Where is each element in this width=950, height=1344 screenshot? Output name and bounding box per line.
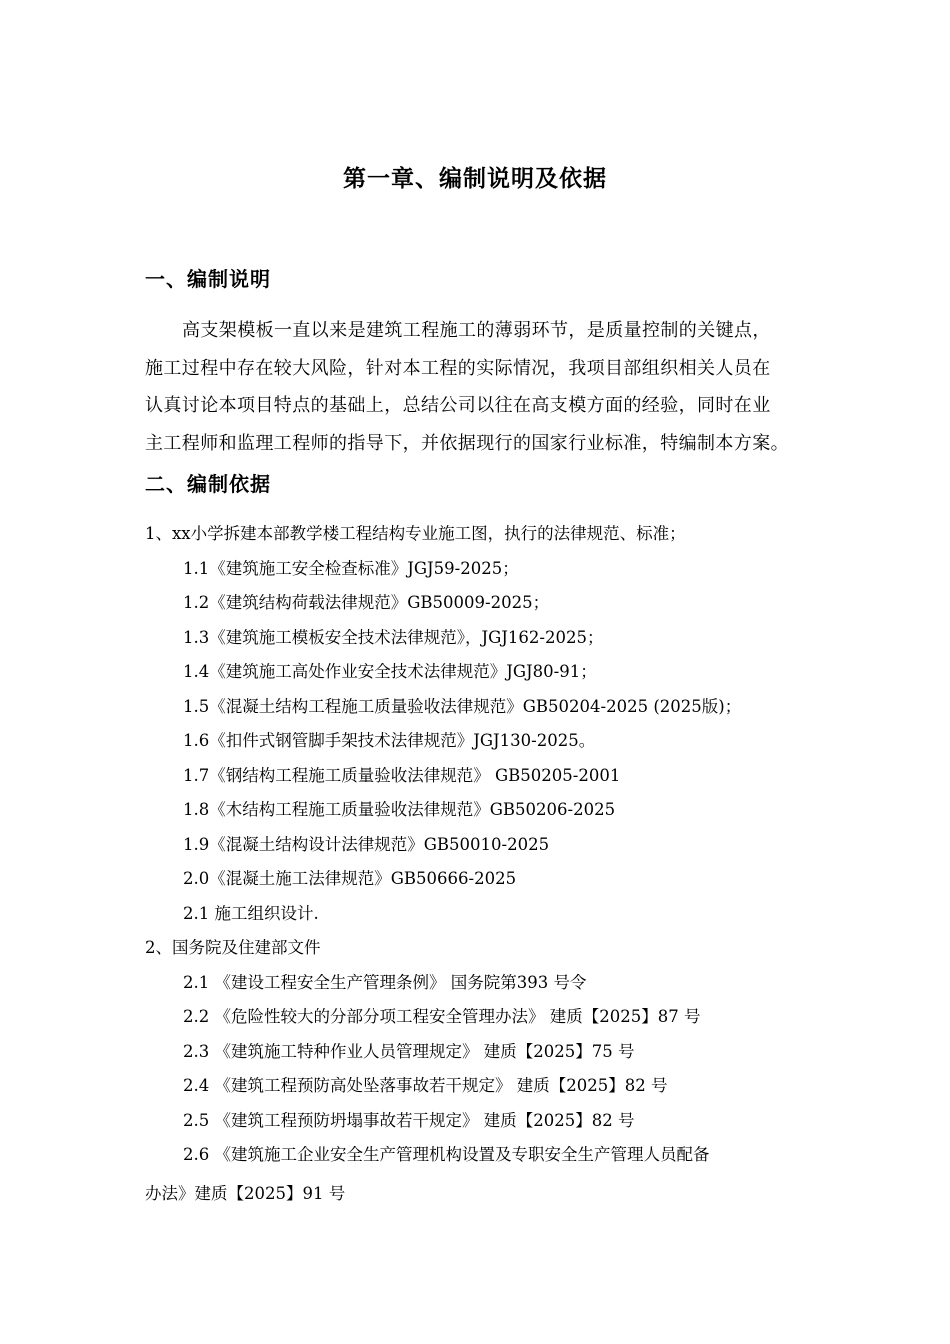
regulation-list-item: 2.3 《建筑施工特种作业人员管理规定》 建质【2025】75 号 bbox=[183, 1042, 635, 1061]
regulation-list-item: 2.4 《建筑工程预防高处坠落事故若干规定》 建质【2025】82 号 bbox=[183, 1076, 668, 1095]
regulation-list-item-continuation: 办法》建质【2025】91 号 bbox=[145, 1184, 346, 1203]
basis-list-item: 1.8《木结构工程施工质量验收法律规范》GB50206-2025 bbox=[183, 800, 616, 819]
basis-list-item: 2.0《混凝土施工法律规范》GB50666-2025 bbox=[183, 869, 517, 888]
regulation-list-item: 2.1 《建设工程安全生产管理条例》 国务院第393 号令 bbox=[183, 973, 587, 992]
basis-list-item: 1.5《混凝土结构工程施工质量验收法律规范》GB50204-2025 (2025版)； bbox=[183, 697, 742, 716]
basis-list-item: 1.1《建筑施工安全检查标准》JGJ59-2025； bbox=[183, 559, 519, 578]
paragraph-line: 主工程师和监理工程师的指导下，并依据现行的国家行业标准，特编制本方案。 bbox=[145, 432, 789, 454]
basis-list-item: 1.3《建筑施工模板安全技术法律规范》，JGJ162-2025； bbox=[183, 628, 604, 647]
basis-list-item: 2.1 施工组织设计. bbox=[183, 904, 319, 923]
paragraph-line: 施工过程中存在较大风险，针对本工程的实际情况，我项目部组织相关人员在 bbox=[145, 357, 771, 379]
section-heading-description: 一、编制说明 bbox=[145, 267, 271, 291]
section-heading-basis: 二、编制依据 bbox=[145, 472, 271, 496]
basis-list-item: 1.6《扣件式钢管脚手架技术法律规范》JGJ130-2025。 bbox=[183, 731, 596, 750]
basis-list-item: 1.2《建筑结构荷载法律规范》GB50009-2025； bbox=[183, 593, 550, 612]
chapter-title: 第一章、编制说明及依据 bbox=[343, 166, 607, 192]
basis-list-item: 1.7《钢结构工程施工质量验收法律规范》 GB50205-2001 bbox=[183, 766, 621, 785]
basis-group-title: 1、xx小学拆建本部教学楼工程结构专业施工图，执行的法律规范、标准； bbox=[145, 524, 686, 543]
regulation-list-item: 2.6 《建筑施工企业安全生产管理机构设置及专职安全生产管理人员配备 bbox=[183, 1145, 710, 1164]
basis-list-item: 1.9《混凝土结构设计法律规范》GB50010-2025 bbox=[183, 835, 550, 854]
description-paragraph bbox=[145, 312, 810, 462]
paragraph-line: 高支架模板一直以来是建筑工程施工的薄弱环节，是质量控制的关键点， bbox=[182, 320, 771, 341]
regulation-list-item: 2.2 《危险性较大的分部分项工程安全管理办法》 建质【2025】87 号 bbox=[183, 1007, 701, 1026]
basis-group-title: 2、国务院及住建部文件 bbox=[145, 938, 321, 957]
basis-list-item: 1.4《建筑施工高处作业安全技术法律规范》JGJ80-91； bbox=[183, 662, 597, 681]
regulation-list-item: 2.5 《建筑工程预防坍塌事故若干规定》 建质【2025】82 号 bbox=[183, 1111, 635, 1130]
paragraph-line: 认真讨论本项目特点的基础上，总结公司以往在高支模方面的经验，同时在业 bbox=[145, 395, 771, 416]
